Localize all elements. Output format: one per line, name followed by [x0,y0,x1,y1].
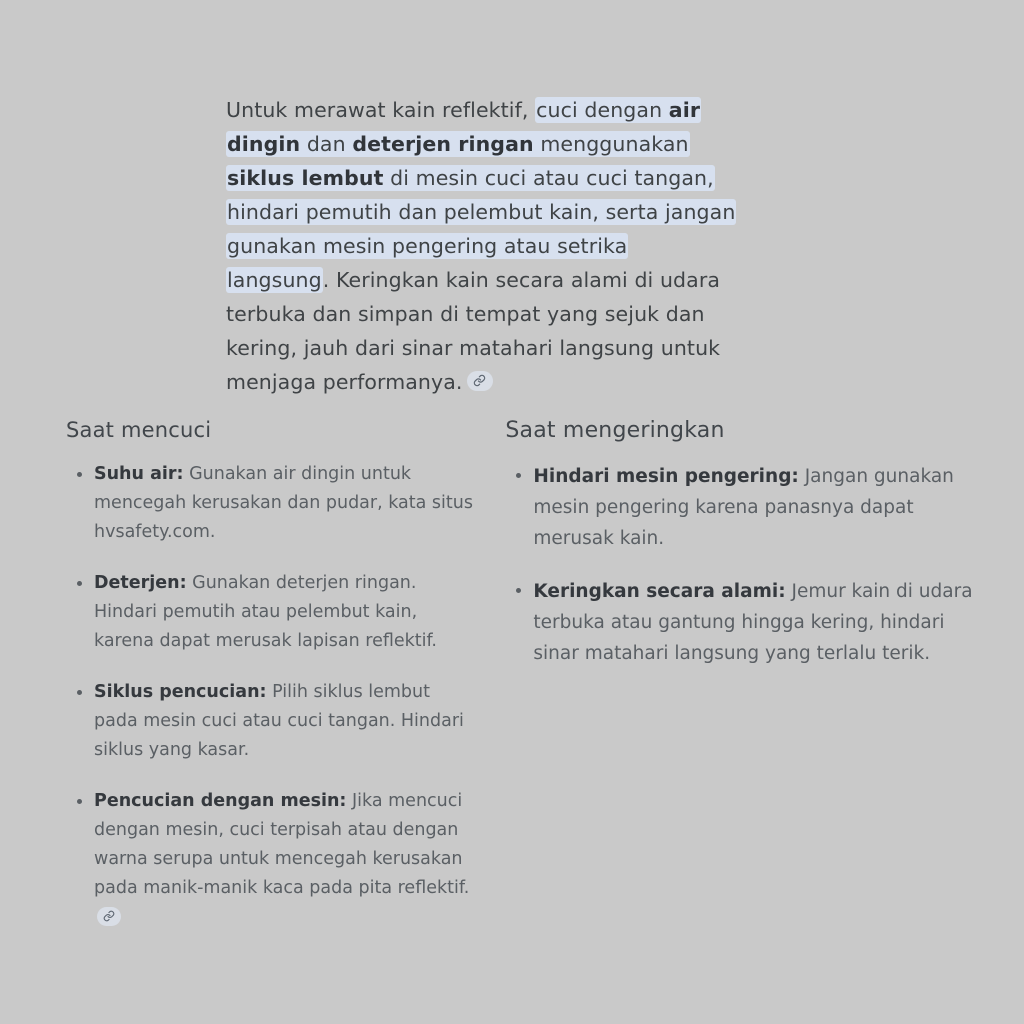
list-item [505,461,984,554]
highlighted-passage [226,97,736,293]
column-heading-right: Saat mengeringkan [505,418,725,443]
highlight-bold-1: air dingin [227,97,701,156]
intro-text-tail: . Keringkan kain secara alami di udara terbuka dan simpan di tempat yang sejuk dan kering, jauh dari sinar matahari langsung untuk menjaga performanya. [226,267,721,394]
list-item-text: Jemur kain di udara terbuka atau gantung hingga kering, hindari sinar matahari langsung yang terlalu terik. [533,581,973,664]
highlight-part-2: dan [300,131,353,156]
list-item-term: Pencucian dengan mesin: [94,791,347,811]
highlight-bold-2: deterjen ringan [352,131,534,156]
list-item [505,576,984,669]
list-item [66,569,475,656]
list-item [66,678,475,765]
list-item-term: Suhu air: [94,464,184,484]
highlight-bold-3: siklus lembut [227,165,384,190]
list-item-term: Deterjen: [94,573,187,593]
list-item-text: Pilih siklus lembut pada mesin cuci atau cuci tangan. Hindari siklus yang kasar. [94,682,464,760]
highlight-part-1: cuci dengan [536,97,669,122]
column-saat-mengeringkan [505,418,1024,954]
link-icon[interactable] [97,907,121,926]
list-item-text: Gunakan deterjen ringan. Hindari pemutih atau pelembut kain, karena dapat merusak lapisan reflektif. [94,573,437,651]
bullet-list-right [505,461,984,669]
list-item-term: Siklus pencucian: [94,682,267,702]
highlight-part-3: menggunakan [533,131,689,156]
list-item [66,460,475,547]
list-item-term: Hindari mesin pengering: [533,466,799,487]
link-icon[interactable] [467,371,493,391]
bullet-list-left [66,460,475,932]
two-column-section [0,418,1024,954]
list-item-text: Jika mencuci dengan mesin, cuci terpisah atau dengan warna serupa untuk mencegah kerusakan pada manik-manik kaca pada pita reflektif. [94,791,470,898]
column-heading-left: Saat mencuci [66,418,212,442]
intro-paragraph [226,93,736,399]
intro-text-lead: Untuk merawat kain reflektif, [226,97,536,122]
list-item-term: Keringkan secara alami: [533,581,786,602]
column-saat-mencuci [0,418,495,954]
list-item-text: Gunakan air dingin untuk mencegah kerusakan dan pudar, kata situs hvsafety.com. [94,464,473,542]
list-item-text: Jangan gunakan mesin pengering karena panasnya dapat merusak kain. [533,466,954,549]
list-item [66,787,475,932]
highlight-part-4: di mesin cuci atau cuci tangan, hindari pemutih dan pelembut kain, serta jangan gunakan mesin pengering atau setrika langsung [227,165,736,292]
